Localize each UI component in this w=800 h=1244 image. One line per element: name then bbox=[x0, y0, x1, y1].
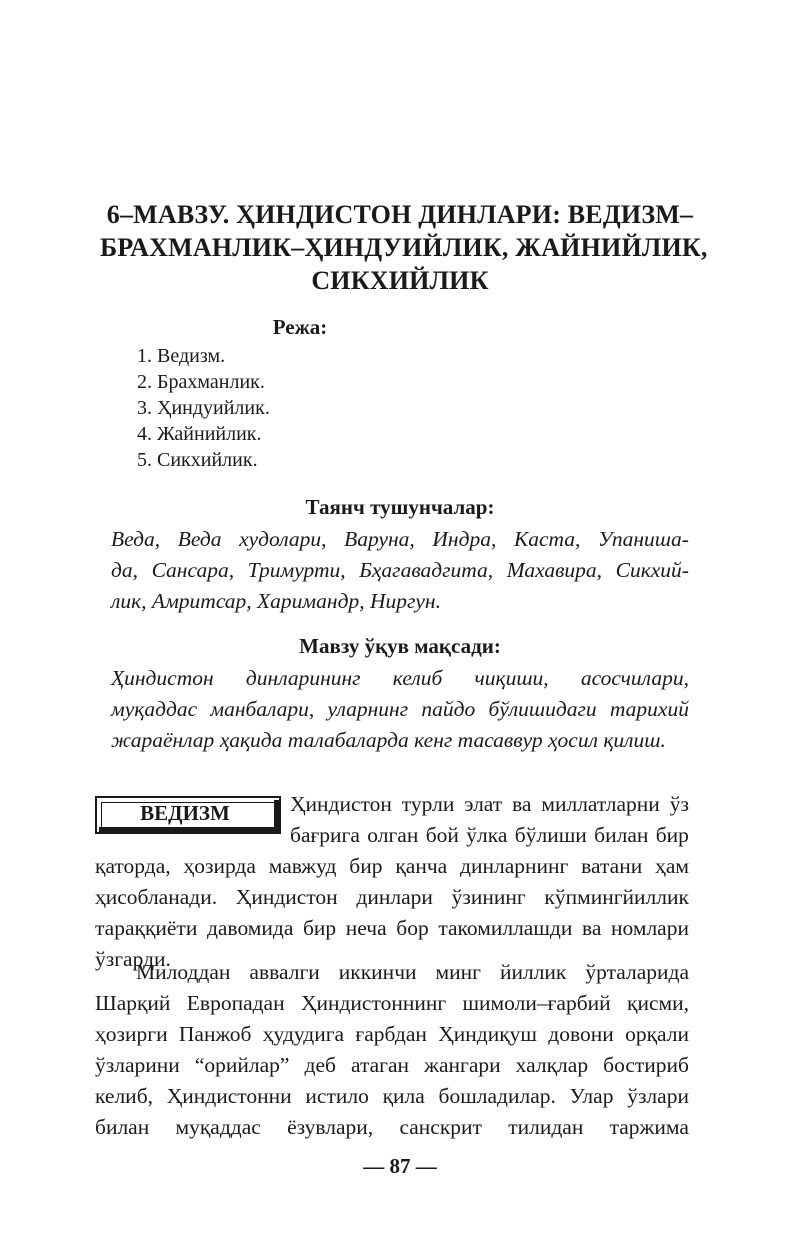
word: кенг bbox=[414, 728, 458, 752]
word: талабаларда bbox=[287, 728, 415, 752]
word: тараққиёти bbox=[95, 916, 198, 940]
word: худолари, bbox=[239, 527, 327, 551]
word: ўз bbox=[669, 792, 689, 816]
word: атаган bbox=[350, 1053, 410, 1077]
plan-item: 3. Ҳиндуийлик. bbox=[137, 397, 270, 419]
word: ҳосил bbox=[547, 728, 604, 752]
word: ҳозирги bbox=[95, 1022, 168, 1046]
word: бостириб bbox=[603, 1053, 689, 1077]
word: Ҳиндистоннинг bbox=[300, 991, 447, 1015]
word: Каста, bbox=[513, 527, 581, 551]
word: аввалги bbox=[249, 960, 320, 984]
page-title bbox=[100, 198, 708, 297]
word: ватани bbox=[581, 854, 643, 878]
word: да, bbox=[111, 558, 139, 582]
word: Ҳиндистон bbox=[111, 666, 214, 690]
word: ҳам bbox=[655, 854, 689, 878]
word: Улар bbox=[569, 1084, 614, 1108]
text-line bbox=[95, 1050, 689, 1081]
word: ўзларини bbox=[95, 1053, 180, 1077]
word: неча bbox=[345, 916, 387, 940]
text-line bbox=[111, 586, 689, 617]
word: санскрит bbox=[399, 1115, 482, 1139]
word: деб bbox=[304, 1053, 336, 1077]
word: келиб, bbox=[95, 1084, 154, 1108]
word: “орийлар” bbox=[194, 1053, 290, 1077]
word: ҳудудига bbox=[262, 1022, 345, 1046]
word: қилиш. bbox=[603, 728, 666, 752]
word: Сикхий- bbox=[615, 558, 689, 582]
word: ғарбдан bbox=[355, 1022, 427, 1046]
word: элат bbox=[464, 792, 503, 816]
word: тасаввур bbox=[457, 728, 548, 752]
word: бошладилар. bbox=[438, 1084, 556, 1108]
word: Панжоб bbox=[178, 1022, 252, 1046]
word: Ҳиндистон bbox=[235, 885, 338, 909]
word: бўлиши bbox=[514, 823, 587, 847]
word: мавжуд bbox=[268, 854, 337, 878]
word: таржима bbox=[609, 1115, 689, 1139]
word: бор bbox=[396, 916, 429, 940]
word: Ҳиндистонни bbox=[166, 1084, 292, 1108]
word: ва bbox=[581, 916, 602, 940]
word: ўзининг bbox=[451, 885, 526, 909]
word: Тримурти, bbox=[247, 558, 346, 582]
word: шимоли–ғарбий bbox=[462, 991, 611, 1015]
word: қисми, bbox=[627, 991, 689, 1015]
title-line: 6–МАВЗУ. ҲИНДИСТОН ДИНЛАРИ: ВЕДИЗМ– bbox=[106, 200, 694, 229]
word: турли bbox=[401, 792, 455, 816]
word: бир bbox=[349, 854, 383, 878]
plan-item: 4. Жайнийлик. bbox=[137, 423, 262, 445]
word: динларининг bbox=[245, 666, 361, 690]
word: такомиллашди bbox=[438, 916, 573, 940]
word: ҳисобланади. bbox=[95, 885, 218, 909]
word: Шарқий bbox=[95, 991, 171, 1015]
word: келиб bbox=[392, 666, 443, 690]
text-line bbox=[290, 820, 689, 851]
text-line bbox=[95, 913, 689, 944]
text-line bbox=[95, 957, 689, 988]
word: ва bbox=[512, 792, 532, 816]
word: ўлка bbox=[466, 823, 508, 847]
word: иккинчи bbox=[338, 960, 417, 984]
word: ҳозирда bbox=[183, 854, 256, 878]
plan-item: 2. Брахманлик. bbox=[137, 371, 265, 393]
word: олган bbox=[367, 823, 419, 847]
plan-item: 1. Ведизм. bbox=[137, 345, 226, 367]
word: Варуна, bbox=[344, 527, 415, 551]
aim-heading: Мавзу ўқув мақсади: bbox=[299, 634, 501, 658]
word: Ҳиндистон bbox=[290, 792, 392, 816]
word: йиллик bbox=[499, 960, 567, 984]
word: манбалари, bbox=[210, 697, 315, 721]
word: пайдо bbox=[421, 697, 476, 721]
text-line bbox=[95, 1019, 689, 1050]
section-box-label: ВЕДИЗМ bbox=[140, 801, 230, 825]
text-line bbox=[111, 725, 689, 756]
text-line bbox=[95, 1081, 689, 1112]
paragraph-1-opening bbox=[290, 789, 689, 851]
word: муқаддас bbox=[111, 697, 198, 721]
word: чиқиши, bbox=[474, 666, 549, 690]
word: асосчилари, bbox=[580, 666, 689, 690]
word: Махавира, bbox=[506, 558, 603, 582]
text-line bbox=[95, 882, 689, 913]
word: уларнинг bbox=[327, 697, 409, 721]
word: қанча bbox=[395, 854, 448, 878]
word: Бҳагавадгита, bbox=[359, 558, 494, 582]
word: қаторда, bbox=[95, 854, 171, 878]
word: Европадан bbox=[186, 991, 285, 1015]
word: динларнинг bbox=[460, 854, 569, 878]
word: ўзлари bbox=[627, 1084, 689, 1108]
word: кўпмингйиллик bbox=[544, 885, 689, 909]
word: қила bbox=[382, 1084, 425, 1108]
text-line bbox=[95, 1112, 689, 1143]
word: Веда, bbox=[111, 527, 161, 551]
word: Индра, bbox=[432, 527, 497, 551]
word: довони bbox=[548, 1022, 614, 1046]
word: ҳақида bbox=[219, 728, 288, 752]
text-line bbox=[111, 524, 689, 555]
text-line bbox=[111, 555, 689, 586]
word: тилидан bbox=[508, 1115, 584, 1139]
word: лик, Амритсар, Харимандр, Ниргун. bbox=[111, 589, 441, 613]
word: жангари bbox=[424, 1053, 501, 1077]
word: ёзувлари, bbox=[287, 1115, 374, 1139]
word: ўзгарди. bbox=[95, 947, 171, 971]
text-line bbox=[111, 694, 689, 725]
plan-list bbox=[137, 343, 270, 473]
title-line: СИКХИЙЛИК bbox=[311, 266, 489, 295]
word: бағрига bbox=[290, 823, 360, 847]
plan-item: 5. Сикхийлик. bbox=[137, 449, 258, 471]
word: халқлар bbox=[515, 1053, 589, 1077]
text-line bbox=[95, 851, 689, 882]
word: Упаниша- bbox=[598, 527, 689, 551]
word: Ҳиндиқуш bbox=[438, 1022, 537, 1046]
word: минг bbox=[435, 960, 481, 984]
word: бир bbox=[655, 823, 689, 847]
word: орқали bbox=[625, 1022, 689, 1046]
page-number: — 87 — bbox=[363, 1154, 437, 1178]
word: Милоддан bbox=[136, 960, 231, 984]
word: ўрталарида bbox=[585, 960, 689, 984]
word: миллатларни bbox=[541, 792, 660, 816]
word: Сансара, bbox=[151, 558, 235, 582]
word: динлари bbox=[356, 885, 433, 909]
word: муқаддас bbox=[175, 1115, 261, 1139]
word: бир bbox=[302, 916, 337, 940]
word: бўлишидаги bbox=[488, 697, 597, 721]
concepts-heading: Таянч тушунчалар: bbox=[305, 495, 495, 519]
word: давомида bbox=[206, 916, 294, 940]
text-line bbox=[95, 988, 689, 1019]
word: бой bbox=[425, 823, 459, 847]
word: билан bbox=[95, 1115, 150, 1139]
word: жараёнлар bbox=[111, 728, 220, 752]
concepts-text bbox=[111, 524, 689, 617]
plan-heading: Режа: bbox=[272, 315, 328, 339]
text-line bbox=[111, 663, 689, 694]
aim-text bbox=[111, 663, 689, 756]
title-line: БРАХМАНЛИК–ҲИНДУИЙЛИК, ЖАЙНИЙЛИК, bbox=[100, 233, 708, 262]
word: тарихий bbox=[609, 697, 689, 721]
word: Веда bbox=[177, 527, 222, 551]
word: истило bbox=[305, 1084, 369, 1108]
paragraph-2 bbox=[95, 957, 689, 1143]
word: номлари bbox=[611, 916, 689, 940]
word: билан bbox=[594, 823, 649, 847]
text-line bbox=[290, 789, 689, 820]
